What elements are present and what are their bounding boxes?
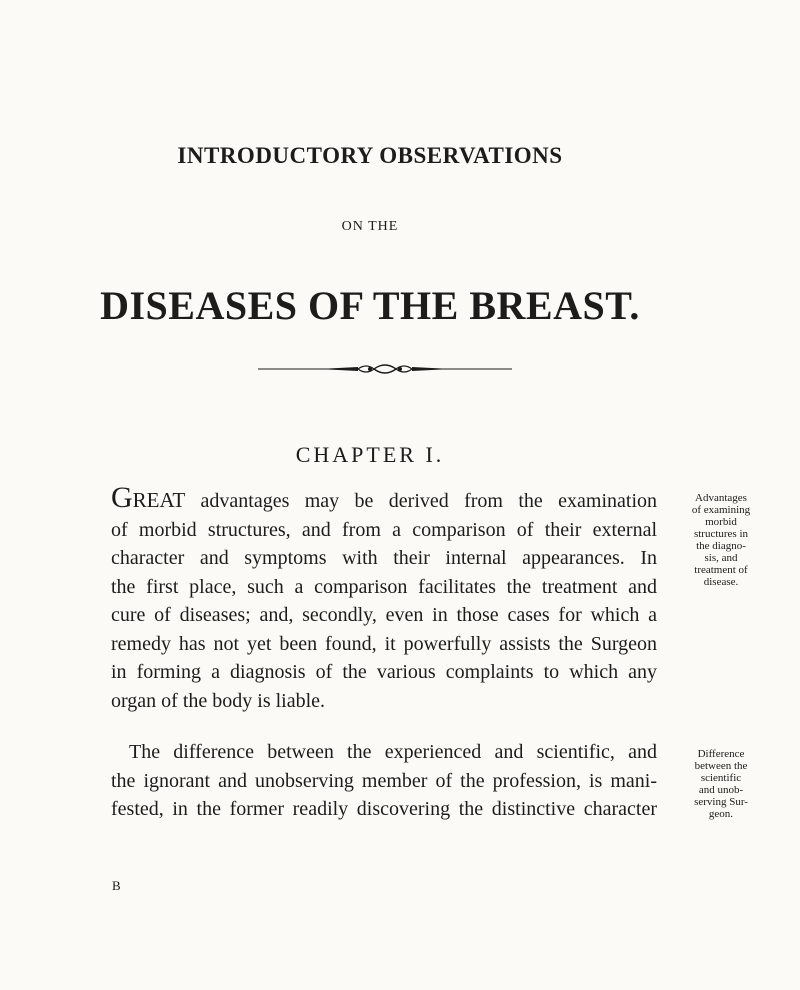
paragraph-line: of morbid structures, and from a comparison of their external [111,518,657,541]
printer-signature: B [112,878,121,893]
margin-note-line: geon. [708,808,734,820]
book-title-line1: INTRODUCTORY OBSERVATIONS [177,143,563,168]
margin-note-line: of examining [691,504,751,516]
paragraph-line: organ of the body is liable. [111,689,326,712]
paragraph-line [111,481,657,516]
margin-note-line: serving Sur- [694,796,748,808]
chapter-heading: CHAPTER I. [295,442,445,467]
line-text: advantages may be derived from the examination [185,490,657,512]
margin-note-line: morbid [705,516,737,528]
ornament-rule-icon [258,362,512,376]
margin-note-difference [667,748,775,820]
paragraph-line: the first place, such a comparison facilitates the treatment and [111,575,657,598]
margin-note-line: between the [694,760,748,772]
paragraph-2 [111,738,657,824]
margin-note-line: structures in [693,528,749,540]
dropcap: G [111,481,133,514]
margin-note-line: Difference [697,748,745,760]
paragraph-line: remedy has not yet been found, it powerfully assists the Surgeon [111,632,657,655]
book-title-line2: DISEASES OF THE BREAST. [100,283,640,328]
paragraph-line: character and symptoms with their internal appearances. In [111,547,657,569]
margin-note-advantages [667,492,775,588]
paragraph-line: The difference between the experienced and scientific, and [129,741,657,763]
smallcaps-word: REAT [132,488,186,512]
margin-note-line: sis, and [704,552,738,564]
margin-note-line: treatment of [694,564,748,576]
paragraph-line: the ignorant and unobserving member of the profession, is mani- [111,769,657,792]
book-title-on: ON THE [341,219,399,234]
margin-note-line: and unob- [698,784,744,796]
paragraph-line: in forming a diagnosis of the various complaints to which any [111,661,657,683]
margin-note-line: scientific [700,772,742,784]
paragraph-line: cure of diseases; and, secondly, even in those cases for which a [111,604,657,626]
paragraph-line: fested, in the former readily discovering the distinctive character [111,798,657,820]
margin-note-line: Advantages [695,492,747,504]
margin-note-line: disease. [703,576,739,588]
paragraph-1 [111,481,657,715]
margin-note-line: the diagno- [696,540,746,552]
